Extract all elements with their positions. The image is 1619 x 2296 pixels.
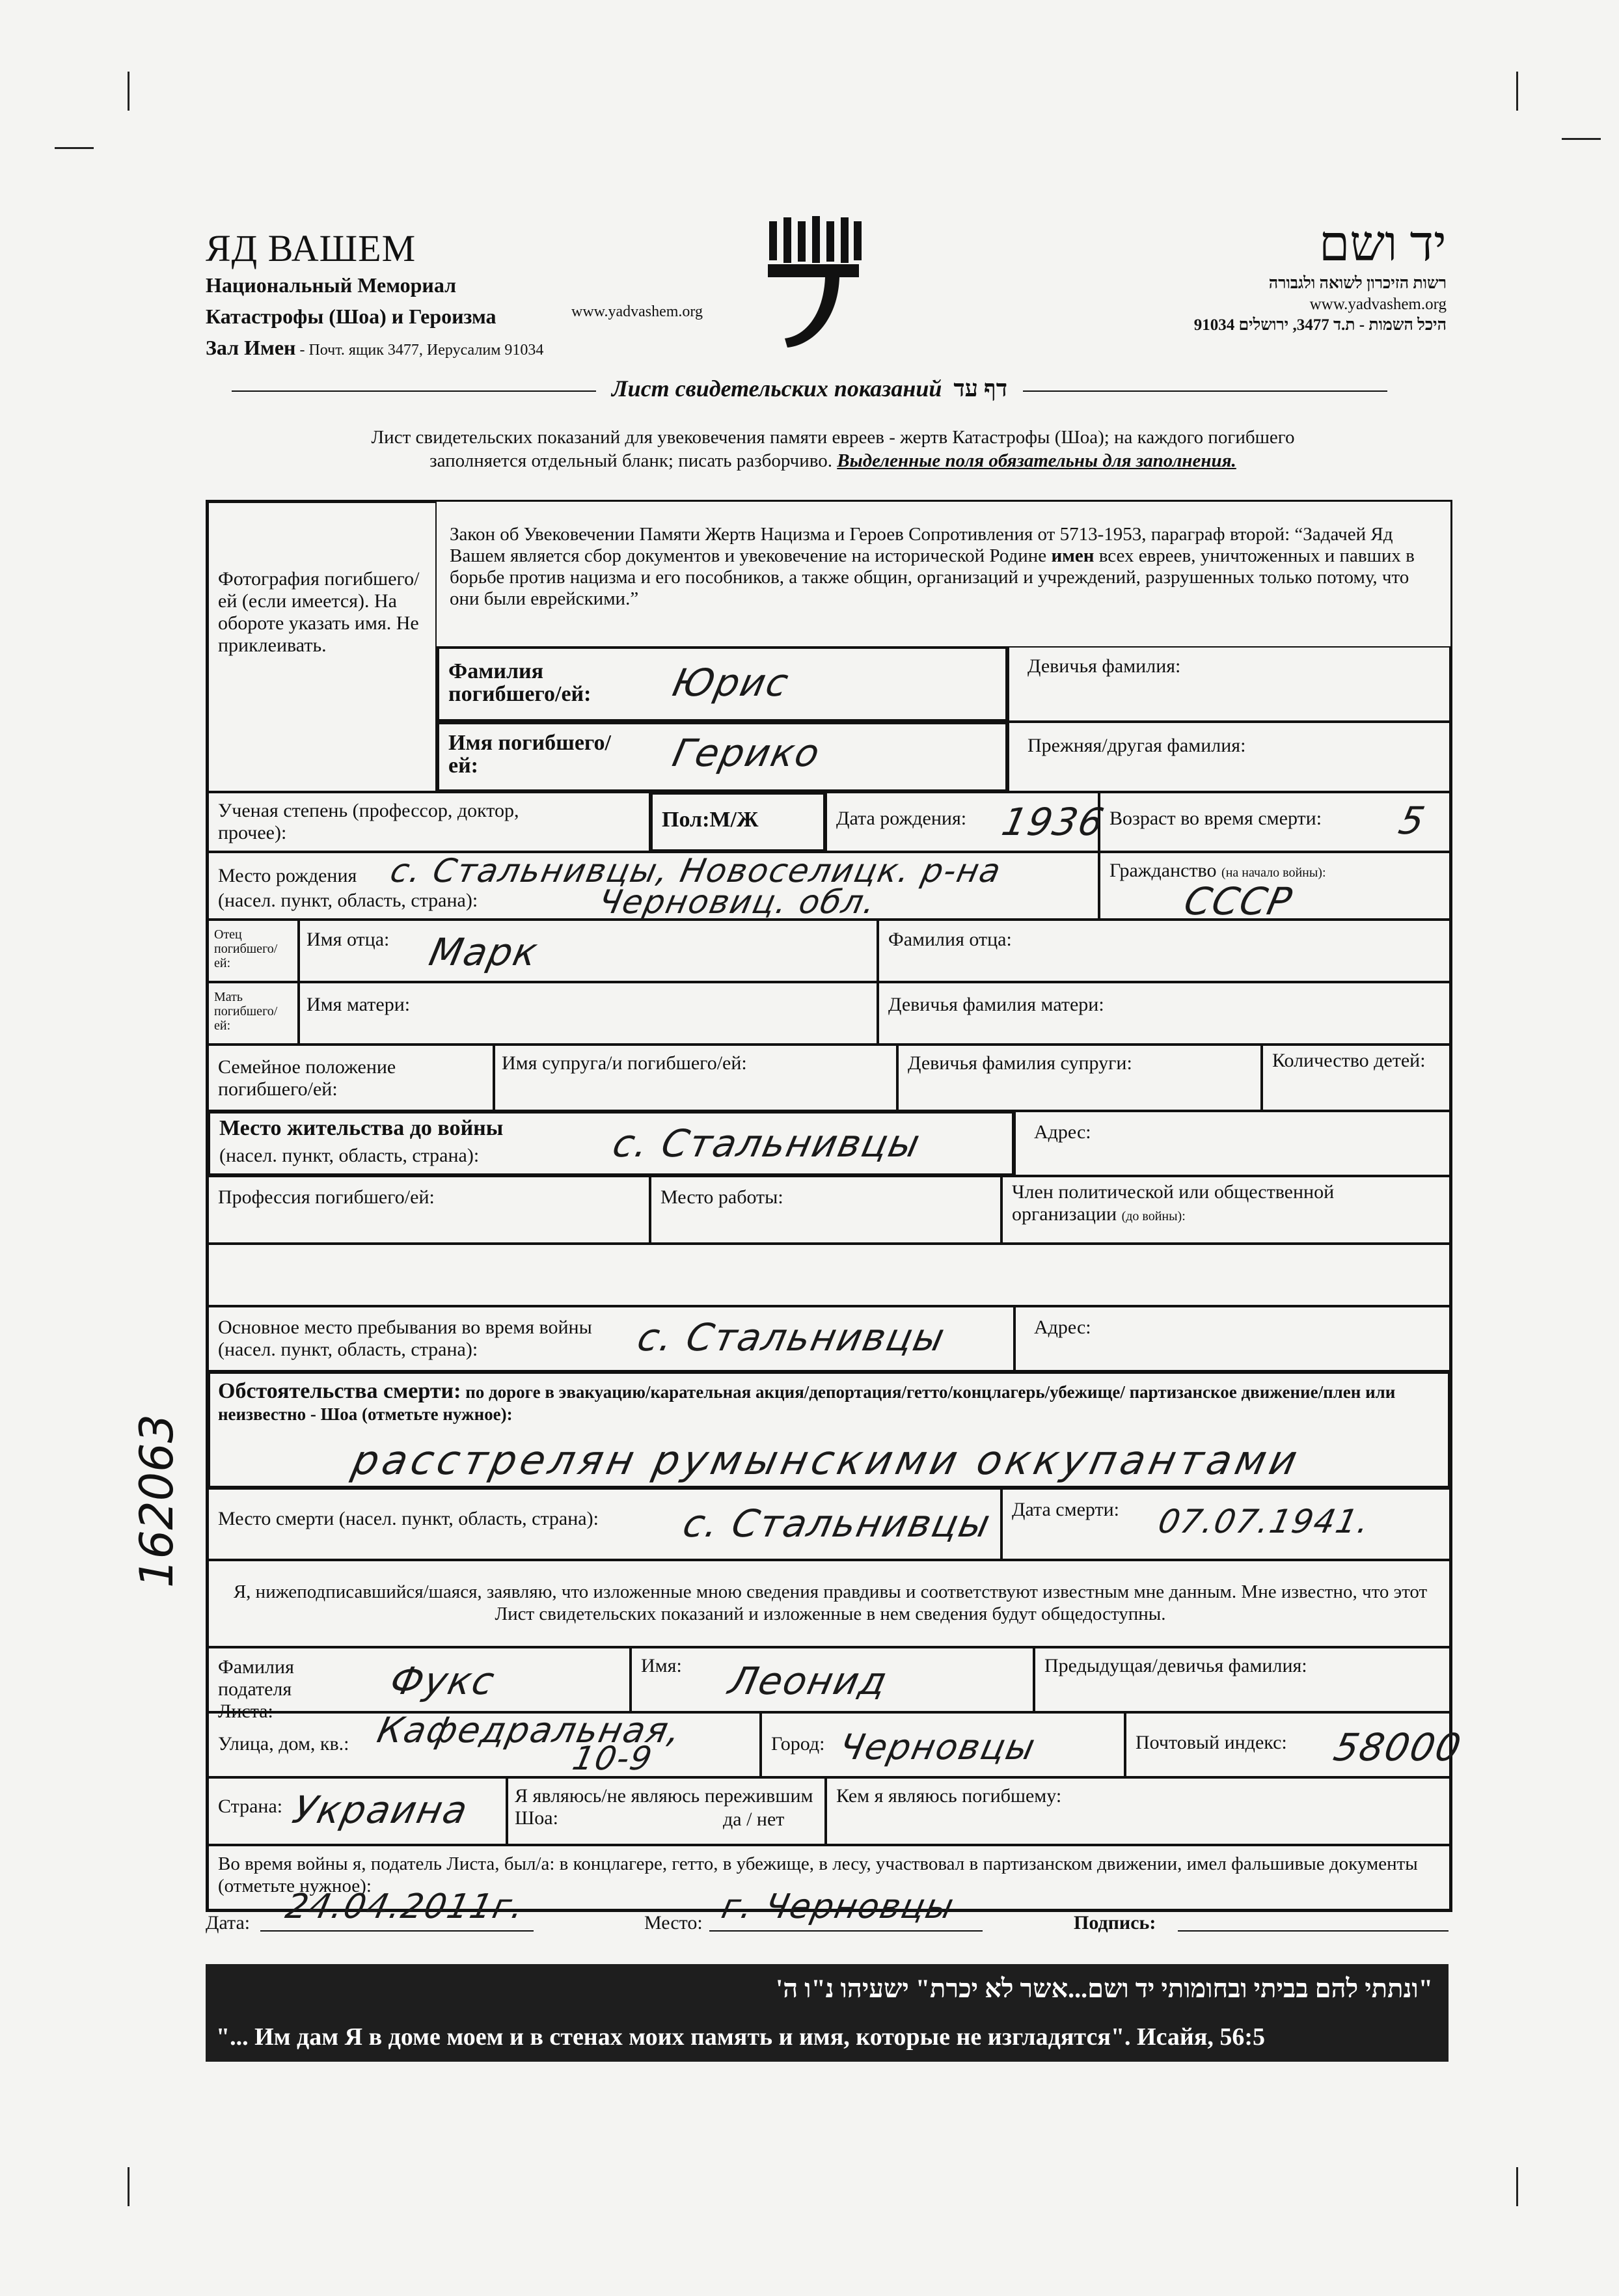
degree-label: Ученая степень (профессор, доктор, прочее): [218, 800, 519, 843]
father-tag-label: Отец погибшего/ей: [214, 927, 278, 970]
declaration-box [208, 1560, 1450, 1647]
father-name-value: Марк [425, 930, 543, 974]
surname-field[interactable] [437, 646, 1008, 722]
residence-label: Место жительства до войны [219, 1116, 504, 1140]
title-rule-left [232, 390, 596, 392]
address-field[interactable] [1014, 1111, 1450, 1176]
logo-ru-line1: Национальный Мемориал [206, 273, 457, 297]
circumstances-value: расстрелян румынскими оккупантами [348, 1436, 1305, 1484]
submitter-name-value: Леонид [724, 1659, 892, 1703]
sheet-title-ru: Лист свидетельских показаний [611, 376, 942, 402]
war-place-field[interactable] [208, 1306, 1014, 1371]
city-value: Черновцы [836, 1727, 1040, 1768]
death-date-value: 07.07.1941. [1154, 1503, 1374, 1540]
scan-mark-tr [1516, 72, 1518, 111]
logo-ru-line3 [206, 332, 543, 366]
dob-value: 1936 [998, 800, 1109, 844]
survivor-options[interactable]: да / нет [723, 1809, 785, 1830]
age-label: Возраст во время смерти: [1109, 808, 1322, 829]
scan-mark-bl [128, 2167, 129, 2206]
declaration-text: Я, нижеподписавшийся/шаяся, заявляю, что изложенные мною сведения правдивы и соответствуют известным мне данным. Мне известно, что этот Лист свидетельских показаний и изложенные в нем сведения будут общедоступны. [233, 1581, 1428, 1624]
zip-label: Почтовый индекс: [1136, 1732, 1287, 1753]
circumstances-label: Обстоятельства смерти: по дороге в эвакуацию/карательная акция/депортация/гетто/концлагерь/убежище/ партизанское движение/плен или неизвестно - Шоа (отметьте нужное): [218, 1379, 1396, 1424]
dob-field[interactable] [826, 792, 1109, 852]
submitter-name-field[interactable] [631, 1647, 1034, 1712]
url-ru: www.yadvashem.org [571, 303, 703, 320]
spouse-name-field[interactable] [494, 1045, 897, 1111]
street-value1: Кафедральная, [374, 1710, 686, 1751]
hall-of-names: Зал Имен [206, 336, 296, 359]
name-field[interactable] [437, 722, 1008, 792]
submitter-prev-field[interactable] [1034, 1647, 1450, 1712]
survivor-field[interactable] [507, 1777, 826, 1845]
street-field[interactable] [208, 1712, 761, 1777]
mother-maiden-label: Девичья фамилия матери: [888, 994, 1104, 1015]
birthplace-label: Место рождения [218, 865, 357, 886]
marital-field[interactable] [208, 1045, 494, 1111]
surname-value: Юрис [668, 661, 794, 705]
death-place-label: Место смерти (насел. пункт, область, страна): [218, 1508, 599, 1529]
profession-label: Профессия погибшего/ей: [218, 1186, 435, 1208]
workplace-field[interactable] [650, 1176, 1001, 1244]
logo-he-line3: היכל השמות - ת.ד 3477, ירושלים 91034 [1193, 316, 1447, 334]
submitter-surname-field[interactable] [208, 1647, 631, 1722]
mother-maiden-field[interactable] [878, 982, 1450, 1045]
city-field[interactable] [761, 1712, 1125, 1777]
mother-name-label: Имя матери: [306, 994, 411, 1015]
address-label: Адрес: [1034, 1121, 1091, 1143]
street-value2: 10-9 [569, 1740, 657, 1777]
scan-mark-br [1516, 2167, 1518, 2206]
sign-label: Подпись: [1074, 1912, 1156, 1934]
submitter-surname-label: Фамилия подателя Листа: [218, 1656, 294, 1722]
side-number: 162063 [130, 1414, 184, 1588]
sex-label: Пол:М/Ж [662, 808, 759, 832]
logo-hebrew [1194, 215, 1447, 336]
submitter-surname-value: Фукс [386, 1659, 500, 1703]
profession-field[interactable] [208, 1176, 650, 1244]
death-place-field[interactable] [208, 1488, 1001, 1560]
spouse-name-label: Имя супруга/и погибшего/ей: [502, 1052, 747, 1074]
citizenship-label: Гражданство (на начало войны): [1109, 860, 1326, 881]
father-surname-field[interactable] [878, 920, 1450, 982]
scan-mark-l [55, 147, 94, 149]
country-label: Страна: [218, 1796, 283, 1817]
war-place-value: с. Стальнивцы [633, 1315, 950, 1360]
scan-mark-r [1562, 138, 1601, 140]
father-name-field[interactable] [299, 920, 878, 982]
intro-line2 [221, 449, 1445, 472]
zip-field[interactable] [1125, 1712, 1466, 1777]
children-field[interactable] [1262, 1045, 1450, 1111]
testimony-form [206, 500, 1466, 1912]
logo-he-url: www.yadvashem.org [1309, 295, 1447, 313]
marital-label: Семейное положение погибшего/ей: [218, 1056, 396, 1100]
age-field[interactable] [1099, 792, 1450, 852]
photo-box[interactable] [208, 502, 437, 792]
logo-he-title: יד ושם [1318, 217, 1447, 271]
intro-line2-text: заполняется отдельный бланк; писать разборчиво. [429, 450, 837, 471]
spouse-maiden-label: Девичья фамилия супруги: [908, 1052, 1132, 1074]
residence-field[interactable] [208, 1111, 1014, 1176]
address-ru: - Почт. ящик 3477, Иерусалим 91034 [295, 342, 544, 359]
submitter-name-label: Имя: [641, 1655, 682, 1676]
logo-he-line1: רשות הזיכרון לשואה ולגבורה [1268, 275, 1447, 292]
logo-russian [206, 228, 543, 366]
war-place-label: Основное место пребывания во время войны (насел. пункт, область, страна): [218, 1317, 592, 1360]
birthplace-value1: с. Стальнивцы, Новоселицк. р-на [387, 852, 1005, 890]
sex-field[interactable] [650, 792, 826, 852]
date-value: 24.04.2011г. [282, 1887, 528, 1926]
place-value: г. Черновцы [718, 1887, 959, 1926]
address2-field[interactable] [1014, 1306, 1450, 1371]
city-label: Город: [771, 1733, 825, 1755]
place-label: Место: [644, 1912, 703, 1934]
banner-russian: "... Им дам Я в доме моем и в стенах моих память и имя, которые не изгладятся". Исайя, 56:5 [216, 2023, 1266, 2051]
citizenship-field[interactable] [1099, 852, 1450, 923]
sheet-title-he: דף עד [953, 376, 1008, 402]
birthplace-field[interactable] [208, 852, 1099, 920]
name-value: Герико [668, 731, 825, 775]
extra-row[interactable] [208, 1244, 1450, 1306]
banner-hebrew: "ונתתי להם בביתי ובחומותי יד ושם...אשר לא יכרת" ישעיהו נ"ו ה' [776, 1974, 1433, 2003]
intro-text [221, 426, 1445, 472]
date-label: Дата: [206, 1912, 251, 1934]
wartime-label: Во время войны я, податель Листа, был/а: в концлагере, гетто, в убежище, в лесу, участвовал в партизанском движении, имел фальшивые документы (отметьте нужное): [218, 1853, 1418, 1896]
street-label: Улица, дом, кв.: [218, 1733, 349, 1755]
address2-label: Адрес: [1034, 1317, 1091, 1338]
submitter-prev-label: Предыдущая/девичья фамилия: [1044, 1655, 1307, 1676]
prev-surname-field[interactable] [1008, 722, 1450, 792]
zip-value: 58000 [1329, 1725, 1466, 1770]
member-label: Член политической или общественной организации (до войны): [1012, 1181, 1335, 1225]
death-place-value: с. Стальнивцы [679, 1501, 996, 1546]
surname-label: Фамилия погибшего/ей: [448, 659, 592, 706]
scan-mark-tl [128, 72, 129, 111]
birthplace-label2: (насел. пункт, область, страна): [218, 890, 478, 911]
spouse-maiden-field[interactable] [897, 1045, 1262, 1111]
sign-line[interactable] [1178, 1930, 1449, 1932]
name-label: Имя погибшего/ей: [448, 731, 611, 778]
date-line[interactable] [260, 1930, 534, 1932]
dob-label: Дата рождения: [836, 808, 967, 829]
residence-label2: (насел. пункт, область, страна): [219, 1145, 480, 1166]
law-text [450, 524, 1439, 610]
survivor-label: Я являюсь/не являюсь пережившим Шоа: [515, 1785, 813, 1829]
law-text-bold: имен [1051, 545, 1095, 566]
sheet-title [0, 375, 1619, 402]
quote-banner [206, 1964, 1449, 2062]
father-surname-label: Фамилия отца: [888, 929, 1012, 950]
member-field[interactable] [1001, 1176, 1450, 1244]
title-rule-right [1023, 390, 1387, 392]
relation-field[interactable] [826, 1777, 1450, 1845]
country-value: Украина [288, 1788, 473, 1832]
place-line[interactable] [709, 1930, 983, 1932]
maiden-name-field[interactable] [1008, 646, 1450, 722]
father-tag [208, 920, 299, 982]
citizenship-value: СССР [1180, 879, 1297, 923]
father-name-label: Имя отца: [306, 929, 390, 950]
death-date-label: Дата смерти: [1012, 1499, 1120, 1520]
workplace-label: Место работы: [660, 1186, 783, 1208]
degree-field[interactable] [208, 792, 650, 852]
intro-required-note: Выделенные поля обязательны для заполнения. [837, 450, 1236, 471]
law-text-b: всех евреев, уничтоженных и павших в борьбе против нацизма и его пособников, а также общин, организаций и учреждений, разрушенных только потому, что они были еврейскими.” [450, 545, 1415, 609]
law-text-a: Закон об Увековечении Памяти Жертв Нацизма и Героев Сопротивления от 5713-1953, параграф второй: “Задачей Яд Вашем является сбор документов и увековечение на исторической Родине [450, 524, 1393, 566]
maiden-name-label: Девичья фамилия: [1027, 655, 1181, 677]
mother-tag-label: Мать погибшего/ей: [214, 990, 278, 1033]
intro-line1: Лист свидетельских показаний для увековечения памяти евреев - жертв Катастрофы (Шоа); на каждого погибшего [371, 427, 1295, 448]
logo-ru-line2: Катастрофы (Шоа) и Героизма [206, 305, 497, 328]
residence-value: с. Стальнивцы [608, 1121, 925, 1166]
children-label: Количество детей: [1272, 1050, 1426, 1071]
logo-ru-title: ЯД ВАШЕМ [206, 227, 416, 269]
birthplace-value2: Черновиц. обл. [595, 883, 880, 921]
death-date-field[interactable] [1001, 1488, 1450, 1560]
age-value: 5 [1395, 799, 1430, 843]
photo-label: Фотография погибшего/ей (если имеется). На обороте указать имя. Не приклеивать. [218, 568, 420, 656]
prev-surname-label: Прежняя/другая фамилия: [1027, 735, 1246, 756]
menorah-logo-icon [761, 215, 865, 351]
circumstances-field[interactable] [208, 1371, 1450, 1488]
mother-tag [208, 982, 299, 1045]
mother-name-field[interactable] [299, 982, 878, 1045]
country-field[interactable] [208, 1777, 507, 1845]
relation-label: Кем я являюсь погибшему: [836, 1785, 1062, 1807]
